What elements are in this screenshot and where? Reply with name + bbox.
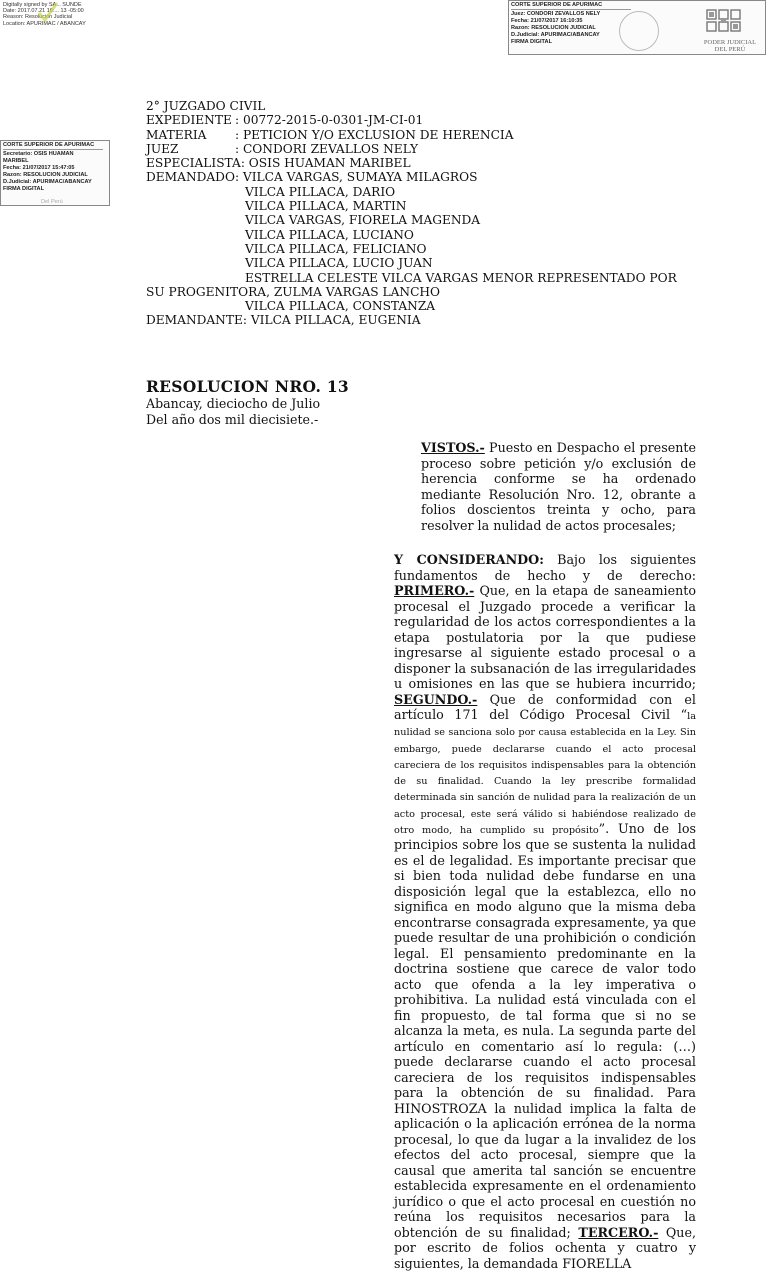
considerando-label: Y CONSIDERANDO:: [394, 552, 544, 567]
header-row-expediente: [146, 113, 677, 127]
signature-district: D.Judicial: APURIMAC/ABANCAY: [511, 32, 600, 38]
poder-judicial-logo: [699, 7, 761, 53]
signature-line: Location: APURIMAC / ABANCAY: [3, 20, 86, 27]
logo-line: PODER JUDICIAL: [703, 39, 757, 46]
demandado-name: VILCA PILLACA, MARTIN: [245, 199, 407, 214]
signature-date: Fecha: 21/07/2017 16:10:35: [511, 18, 583, 24]
header-value: : OSIS HUAMAN MARIBEL: [240, 156, 411, 171]
signature-separator: [511, 9, 631, 10]
header-key: DEMANDADO: [146, 170, 235, 185]
signature-judge: Juez: CONDORI ZEVALLOS NELY: [511, 11, 601, 17]
header-value: : CONDORI ZEVALLOS NELY: [235, 141, 419, 156]
signature-court: CORTE SUPERIOR DE APURIMAC: [3, 142, 95, 148]
signature-line: Digitally signed by SA... SUNDE: [3, 2, 82, 8]
header-row-juez: [146, 142, 677, 156]
signature-type: FIRMA DIGITAL: [511, 39, 553, 45]
resolution-body: [146, 440, 696, 1271]
signature-date: Fecha: 21/07/2017 15:47:05: [3, 165, 75, 171]
legal-quote: la nulidad se sanciona solo por causa establecida en la Ley. Sin embargo, puede declararse cuando el acto procesal careciera de los requisitos indispensables para la obtención de su finalidad. Cuando la ley prescribe formalidad determinada sin sanción de nulidad para la realización de un acto procesal, este será válido si habiéndose realizado de otro modo, ha cumplido su propósito: [394, 711, 696, 837]
signature-type: FIRMA DIGITAL: [3, 186, 45, 192]
digital-signature-box-judge: [508, 0, 766, 55]
signature-district: D.Judicial: APURIMAC/ABANCAY: [3, 179, 92, 185]
demandado-name: VILCA PILLACA, LUCIANO: [245, 227, 414, 242]
demandado-progenitora: SU PROGENITORA, ZULMA VARGAS LANCHO: [146, 284, 441, 299]
demandado-name: ESTRELLA CELESTE VILCA VARGAS MENOR REPRESENTADO POR: [245, 270, 677, 285]
poder-judicial-wordmark: [699, 39, 761, 53]
demandado-name: VILCA PILLACA, FELICIANO: [245, 241, 427, 256]
demandado-name: VILCA PILLACA, LUCIO JUAN: [245, 256, 433, 271]
demandado-name: VILCA PILLACA, CONSTANZA: [245, 299, 436, 314]
considerando-paragraph: [146, 552, 696, 1271]
date-line: Abancay, dieciocho de Julio: [146, 396, 321, 411]
header-value: : 00772-2015-0-0301-JM-CI-01: [235, 113, 424, 128]
court-name: 2° JUZGADO CIVIL: [146, 99, 266, 113]
tercero-text: Que, por escrito de folios ochenta y cuatro y siguientes, la demandada FIORELLA: [394, 1224, 696, 1271]
poder-judicial-emblem-icon: [699, 7, 761, 41]
signature-secretary: Secretario: OSIS HUAMAN: [3, 151, 74, 157]
signature-check-mark: [36, 0, 60, 24]
header-key: MATERIA: [146, 127, 207, 142]
signature-reason: Razon: RESOLUCION JUDICIAL: [3, 172, 88, 178]
vistos-label: VISTOS.-: [421, 440, 485, 455]
header-key: ESPECIALISTA: [146, 156, 241, 171]
considerando-text: Bajo los siguientes fundamentos de hecho y de derecho:: [394, 552, 697, 583]
header-value: : PETICION Y/O EXCLUSION DE HERENCIA: [235, 127, 514, 142]
vistos-paragraph: [146, 440, 696, 533]
primero-label: PRIMERO.-: [394, 583, 475, 598]
header-key: JUEZ: [146, 141, 179, 156]
tercero-label: TERCERO.-: [578, 1224, 659, 1240]
segundo-label: SEGUNDO.-: [394, 691, 478, 707]
primero-text: Que, en la etapa de saneamiento procesal el Juzgado procede a verificar la regularidad de los actos correspondientes a la etapa postulatoria por la que pudiese ingresarse al siguiente estado procesal o a disponer la subsanación de las irregularidades u omisiones en las que se hubiera incurrido;: [394, 583, 696, 691]
signature-secretary-name: MARIBEL: [3, 158, 29, 164]
header-row-especialista: [146, 156, 677, 170]
signature-reason: Razon: RESOLUCION JUDICIAL: [511, 25, 596, 31]
signature-court: CORTE SUPERIOR DE APURIMAC: [511, 2, 603, 8]
after-quote-text: ”. Uno de los principios sobre los que se sustenta la nulidad es el de legalidad. Es importante precisar que si bien toda nulidad debe fundarse en una disposición legal que la establezca, ello no significa en modo alguno que la misma deba encontrarse consagrada expresamente, ya que puede resultar de una prohibición o condición legal. El pensamiento predominante en la doctrina sostiene que carece de valor todo acto que ofenda a la ley imperativa o prohibitiva. La nulidad está vinculada con el fin propuesto, de tal forma que si no se alcanza la meta, es nula. La segunda parte del artículo en comentario así lo regula: (…) puede declararse cuando el acto procesal careciera de los requisitos indispensables para la obtención de su finalidad. Para HINOSTROZA la nulidad implica la falta de aplicación o la aplicación errónea de la norma procesal, lo que da lugar a la invalidez de los efectos del acto procesal, siempre que la causal que amerita tal sanción se encuentre establecida expresamente en el ordenamiento jurídico o que el acto procesal en cuestión no reúna los requisitos necesarios para la obtención de su finalidad;: [394, 821, 696, 1240]
faint-seal-icon: [619, 11, 659, 51]
demandado-name: VILCA VARGAS, FIORELA MAGENDA: [245, 213, 481, 228]
header-key: EXPEDIENTE: [146, 113, 232, 128]
vistos-text: Puesto en Despacho el presente proceso sobre petición y/o exclusión de herencia conforme se ha ordenado mediante Resolución Nro. 12, obrante a folios doscientos treinta y ocho, para resolver la nulidad de actos procesales;: [421, 440, 696, 533]
resolution-date: [146, 396, 320, 427]
digital-signature-box-secretary: [0, 140, 110, 206]
case-header: [146, 99, 677, 328]
header-row-materia: [146, 128, 677, 142]
segundo-text: Que de conformidad con el artículo 171 del Código Procesal Civil “: [394, 691, 696, 722]
signature-line: Reason: Resolución Judicial: [3, 14, 73, 21]
signature-line: Date: 2017.07.21 16:... 13 -05:00: [3, 8, 84, 15]
resolution-title: RESOLUCION NRO. 13: [146, 377, 350, 396]
signature-separator: [3, 149, 103, 150]
demandante: DEMANDANTE: VILCA PILLACA, EUGENIA: [146, 313, 421, 328]
logo-line: DEL PERÚ: [714, 46, 746, 53]
header-row-demandado: [146, 170, 677, 184]
date-line: Del año dos mil diecisiete.-: [146, 411, 319, 427]
demandado-name: VILCA PILLACA, DARIO: [245, 184, 396, 199]
header-value: : VILCA VARGAS, SUMAYA MILAGROS: [234, 170, 478, 185]
faint-seal-label: Del Perú: [41, 199, 63, 205]
